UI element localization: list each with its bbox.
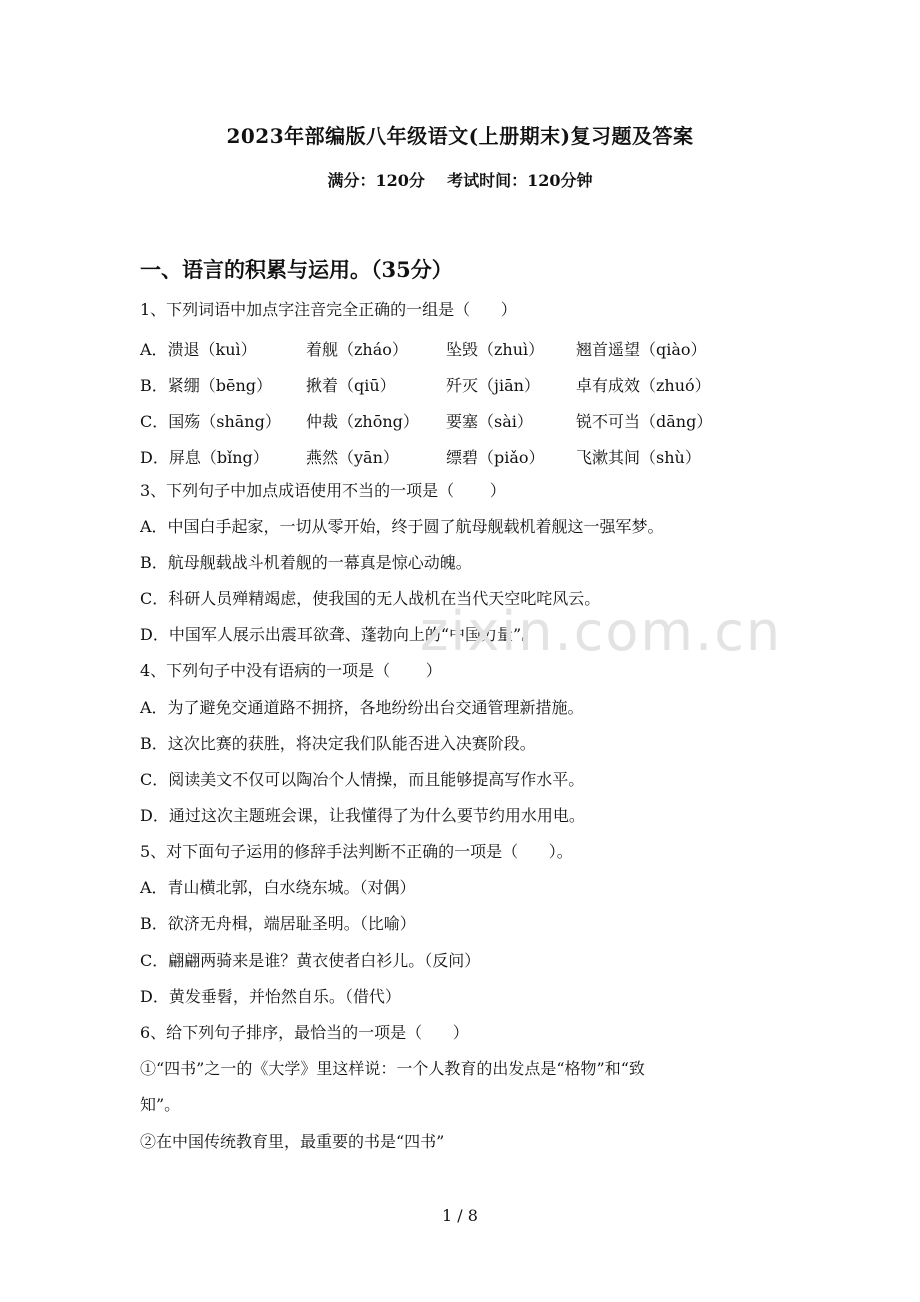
- q1-option-row: [140, 373, 780, 393]
- q4-option: A．为了避免交通道路不拥挤，各地纷纷出台交通管理新措施。: [140, 698, 584, 717]
- q6-item: ①“四书”之一的《大学》里这样说：一个人教育的出发点是“格物”和“致: [140, 1059, 645, 1078]
- q1-option-row: [140, 445, 780, 465]
- q1-option-cell: 歼灭（jiān）: [446, 376, 540, 395]
- q3-option: C．科研人员殚精竭虑，使我国的无人战机在当代天空叱咤风云。: [140, 589, 601, 608]
- question-1-stem: 1、下列词语中加点字注音完全正确的一组是（ ）: [140, 300, 517, 319]
- q3-option: A．中国白手起家，一切从零开始，终于圆了航母舰载机着舰这一强军梦。: [140, 517, 664, 536]
- q5-option: B．欲济无舟楫，端居耻圣明。（比喻）: [140, 914, 416, 933]
- q1-option-cell: 着舰（zháo）: [306, 340, 408, 359]
- question-4-stem: 4、下列句子中没有语病的一项是（ ）: [140, 661, 442, 680]
- question-6-stem: 6、给下列句子排序，最恰当的一项是（ ）: [140, 1023, 469, 1042]
- q1-option-cell: 坠毁（zhuì）: [446, 340, 545, 359]
- q1-option-cell: 缥碧（piǎo）: [446, 448, 545, 467]
- q5-option: A．青山横北郭，白水绕东城。（对偶）: [140, 878, 416, 897]
- q1-option-cell: 仲裁（zhōng）: [306, 412, 419, 431]
- q1-option-cell: 飞漱其间（shù）: [576, 448, 701, 467]
- q6-item-continued: 知”。: [140, 1095, 181, 1114]
- q4-option: B．这次比赛的获胜，将决定我们队能否进入决赛阶段。: [140, 734, 536, 753]
- document-title: 2023年部编版八年级语文(上册期末)复习题及答案: [226, 124, 694, 148]
- q1-option-cell: 揪着（qiū）: [306, 376, 396, 395]
- section-heading: 一、语言的积累与运用。（35分）: [140, 257, 453, 282]
- page-number: 1 / 8: [442, 1206, 478, 1225]
- q1-option-cell: 要塞（sài）: [446, 412, 533, 431]
- exam-info: 满分：120分 考试时间：120分钟: [327, 171, 593, 190]
- q1-option-cell: B．紧绷（bēng）: [140, 376, 273, 395]
- question-3-stem: 3、下列句子中加点成语使用不当的一项是（ ）: [140, 481, 506, 500]
- q5-option: D．黄发垂髫，并怡然自乐。（借代）: [140, 987, 401, 1006]
- q3-option: B．航母舰载战斗机着舰的一幕真是惊心动魄。: [140, 553, 472, 572]
- q5-option: C．翩翩两骑来是谁？黄衣使者白衫儿。（反问）: [140, 951, 481, 970]
- q4-option: C．阅读美文不仅可以陶冶个人情操，而且能够提高写作水平。: [140, 770, 585, 789]
- q1-option-row: [140, 337, 780, 357]
- q1-option-cell: C．国殇（shāng）: [140, 412, 281, 431]
- q3-option: D．中国军人展示出震耳欲聋、蓬勃向上的“中国力量”。: [140, 625, 538, 644]
- q1-option-cell: 翘首遥望（qiào）: [576, 340, 707, 359]
- q1-option-row: [140, 409, 780, 429]
- q1-option-cell: D．屏息（bǐng）: [140, 448, 269, 467]
- q6-item: ②在中国传统教育里，最重要的书是“四书”: [140, 1132, 445, 1151]
- q1-option-cell: 卓有成效（zhuó）: [576, 376, 711, 395]
- q1-option-cell: A．溃退（kuì）: [140, 340, 257, 359]
- watermark: zixin.com.cn: [420, 600, 783, 663]
- question-5-stem: 5、对下面句子运用的修辞手法判断不正确的一项是（ ）。: [140, 842, 573, 861]
- q1-option-cell: 锐不可当（dāng）: [576, 412, 713, 431]
- q4-option: D．通过这次主题班会课，让我懂得了为什么要节约用水用电。: [140, 806, 585, 825]
- q1-option-cell: 燕然（yān）: [306, 448, 399, 467]
